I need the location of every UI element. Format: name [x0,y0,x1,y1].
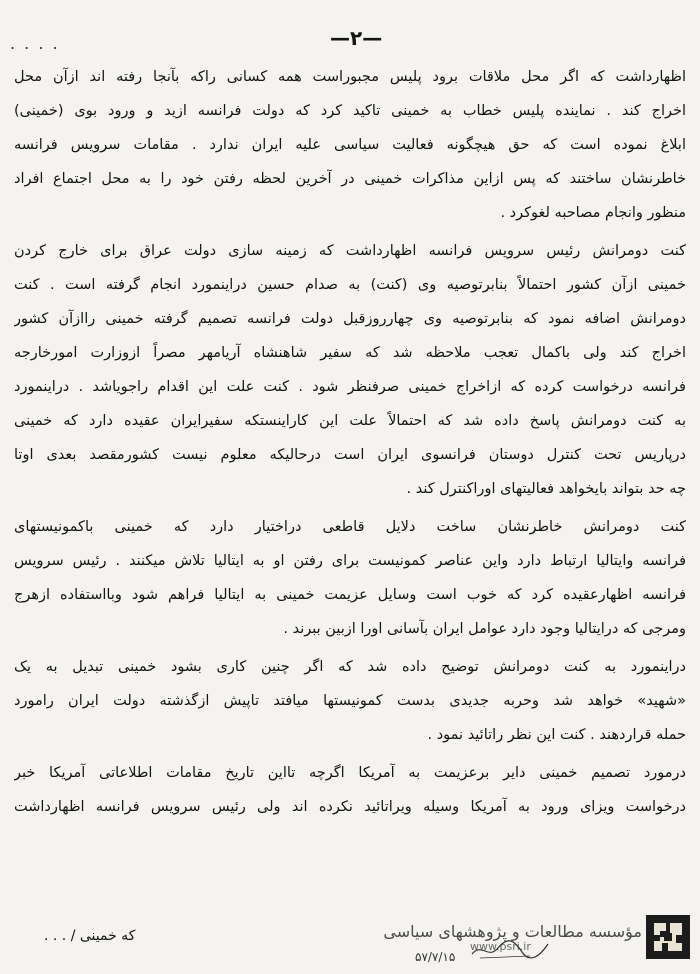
text-line: اخراج کند . نماینده پلیس خطاب به خمینی تاکید کرد که دولت فرانسه ازید و ورود بوی (خمینی) [14,103,686,119]
header-dots: . . . . [10,34,60,53]
text-line: اخراج کند ولی باکمال تعجب ملاحظه شد که سفیر شاهنشاه آریامهر مصراً ازوزارت امورخارجه [14,345,686,361]
text-line: چه حد بتواند بایخواهد فعالیتهای اوراکنترل کند . [406,481,686,497]
text-line: خاطرنشان ساختند که پس ازاین مذاکرات خمینی در آخرین لحظه رفتن خود را به محل اجتماع افراد [14,171,686,187]
text-line: به کنت دومرانش پاسخ داده شد که احتمالاً علت این کاراینستکه سفیرایران عقیده دارد که خمینی [14,413,686,429]
document-date: ۵۷/۷/۱۵ [415,950,456,964]
text-line: ابلاغ نموده است که حق هیچگونه فعالیت سیاسی علیه ایران ندارد . مقامات سرویس فرانسه [14,137,686,153]
text-line: دراینمورد به کنت دومرانش توضیح داده شد که اگر چنین کاری بشود خمینی تبدیل به یک [14,659,686,675]
text-line: درخواست ویزای ورود به آمریکا وسیله ویراتائید نکرده اند ولی رئیس سرویس فرانسه اظهارداشت [14,799,686,815]
text-line: کنت دومرانش رئیس سرویس فرانسه اظهارداشت که زمینه سازی دولت عراق برای خارج کردن [14,243,686,259]
text-line: فرانسه وایتالیا ارتباط دارد واین عناصر کمونیست برای رفتن او به ایتالیا تلاش میکنند . رئیس سرویس [14,553,686,569]
text-line: دومرانش اضافه نمود که بنابرتوصیه وی چهارروزقبل دولت فرانسه تصمیم گرفته خمینی راازآن کشور [14,311,686,327]
text-line: فرانسه اظهارعقیده کرد که خوب است وسایل عزیمت خمینی به ایتالیا فراهم شود وبااستفاده ازهرج [14,587,686,603]
text-line: فرانسه درخواست کرده که ازاخراج خمینی صرفنظر شود . کنت علت این اقدام راجویاشد . دراینمورد [14,379,686,395]
watermark-url: www.psri.ir [470,940,531,953]
text-line: ومرجی که درایتالیا وجود دارد عوامل ایران بآسانی اورا ازبین ببرند . [283,621,686,637]
text-line: کنت دومرانش خاطرنشان ساخت دلایل قاطعی دراختیار دارد که خمینی باکمونیستهای [14,519,686,535]
institute-watermark: مؤسسه مطالعات و پژوهشهای سیاسی [383,922,642,941]
text-line: اظهارداشت که اگر محل ملاقات برود پلیس مجبوراست همه کسانی راکه بآنجا رفته اند ازآن محل [14,69,686,85]
text-line: خمینی ازآن کشور احتمالاً بنابرتوصیه وی (کنت) به صدام حسین دراینمورد انجام گرفته است . کنت [14,277,686,293]
page-number: —٢— [330,26,383,50]
text-line: «شهید» خواهد شد وحربه جدیدی بدست کمونیستها میافتد تاپیش ازگذشته دولت ایران رامورد [14,693,686,709]
text-line: درمورد تصمیم خمینی دایر برعزیمت به آمریکا اگرچه تااین تاریخ مقامات اطلاعاتی آمریکا خبر [14,765,686,781]
text-line: حمله قراردهند . کنت این نظر راتائید نمود . [427,727,686,743]
document-body [14,60,686,824]
text-line: منظور وانجام مصاحبه لغوکرد . [500,205,686,221]
text-line: درپاریس تحت کنترل دوستان فرانسوی ایران است درحالیکه معلوم نیست کشورمقصد بعدی اوتا [14,447,686,463]
continuation-note: که خمینی / . . . [44,928,136,944]
institute-logo-icon [646,915,690,959]
